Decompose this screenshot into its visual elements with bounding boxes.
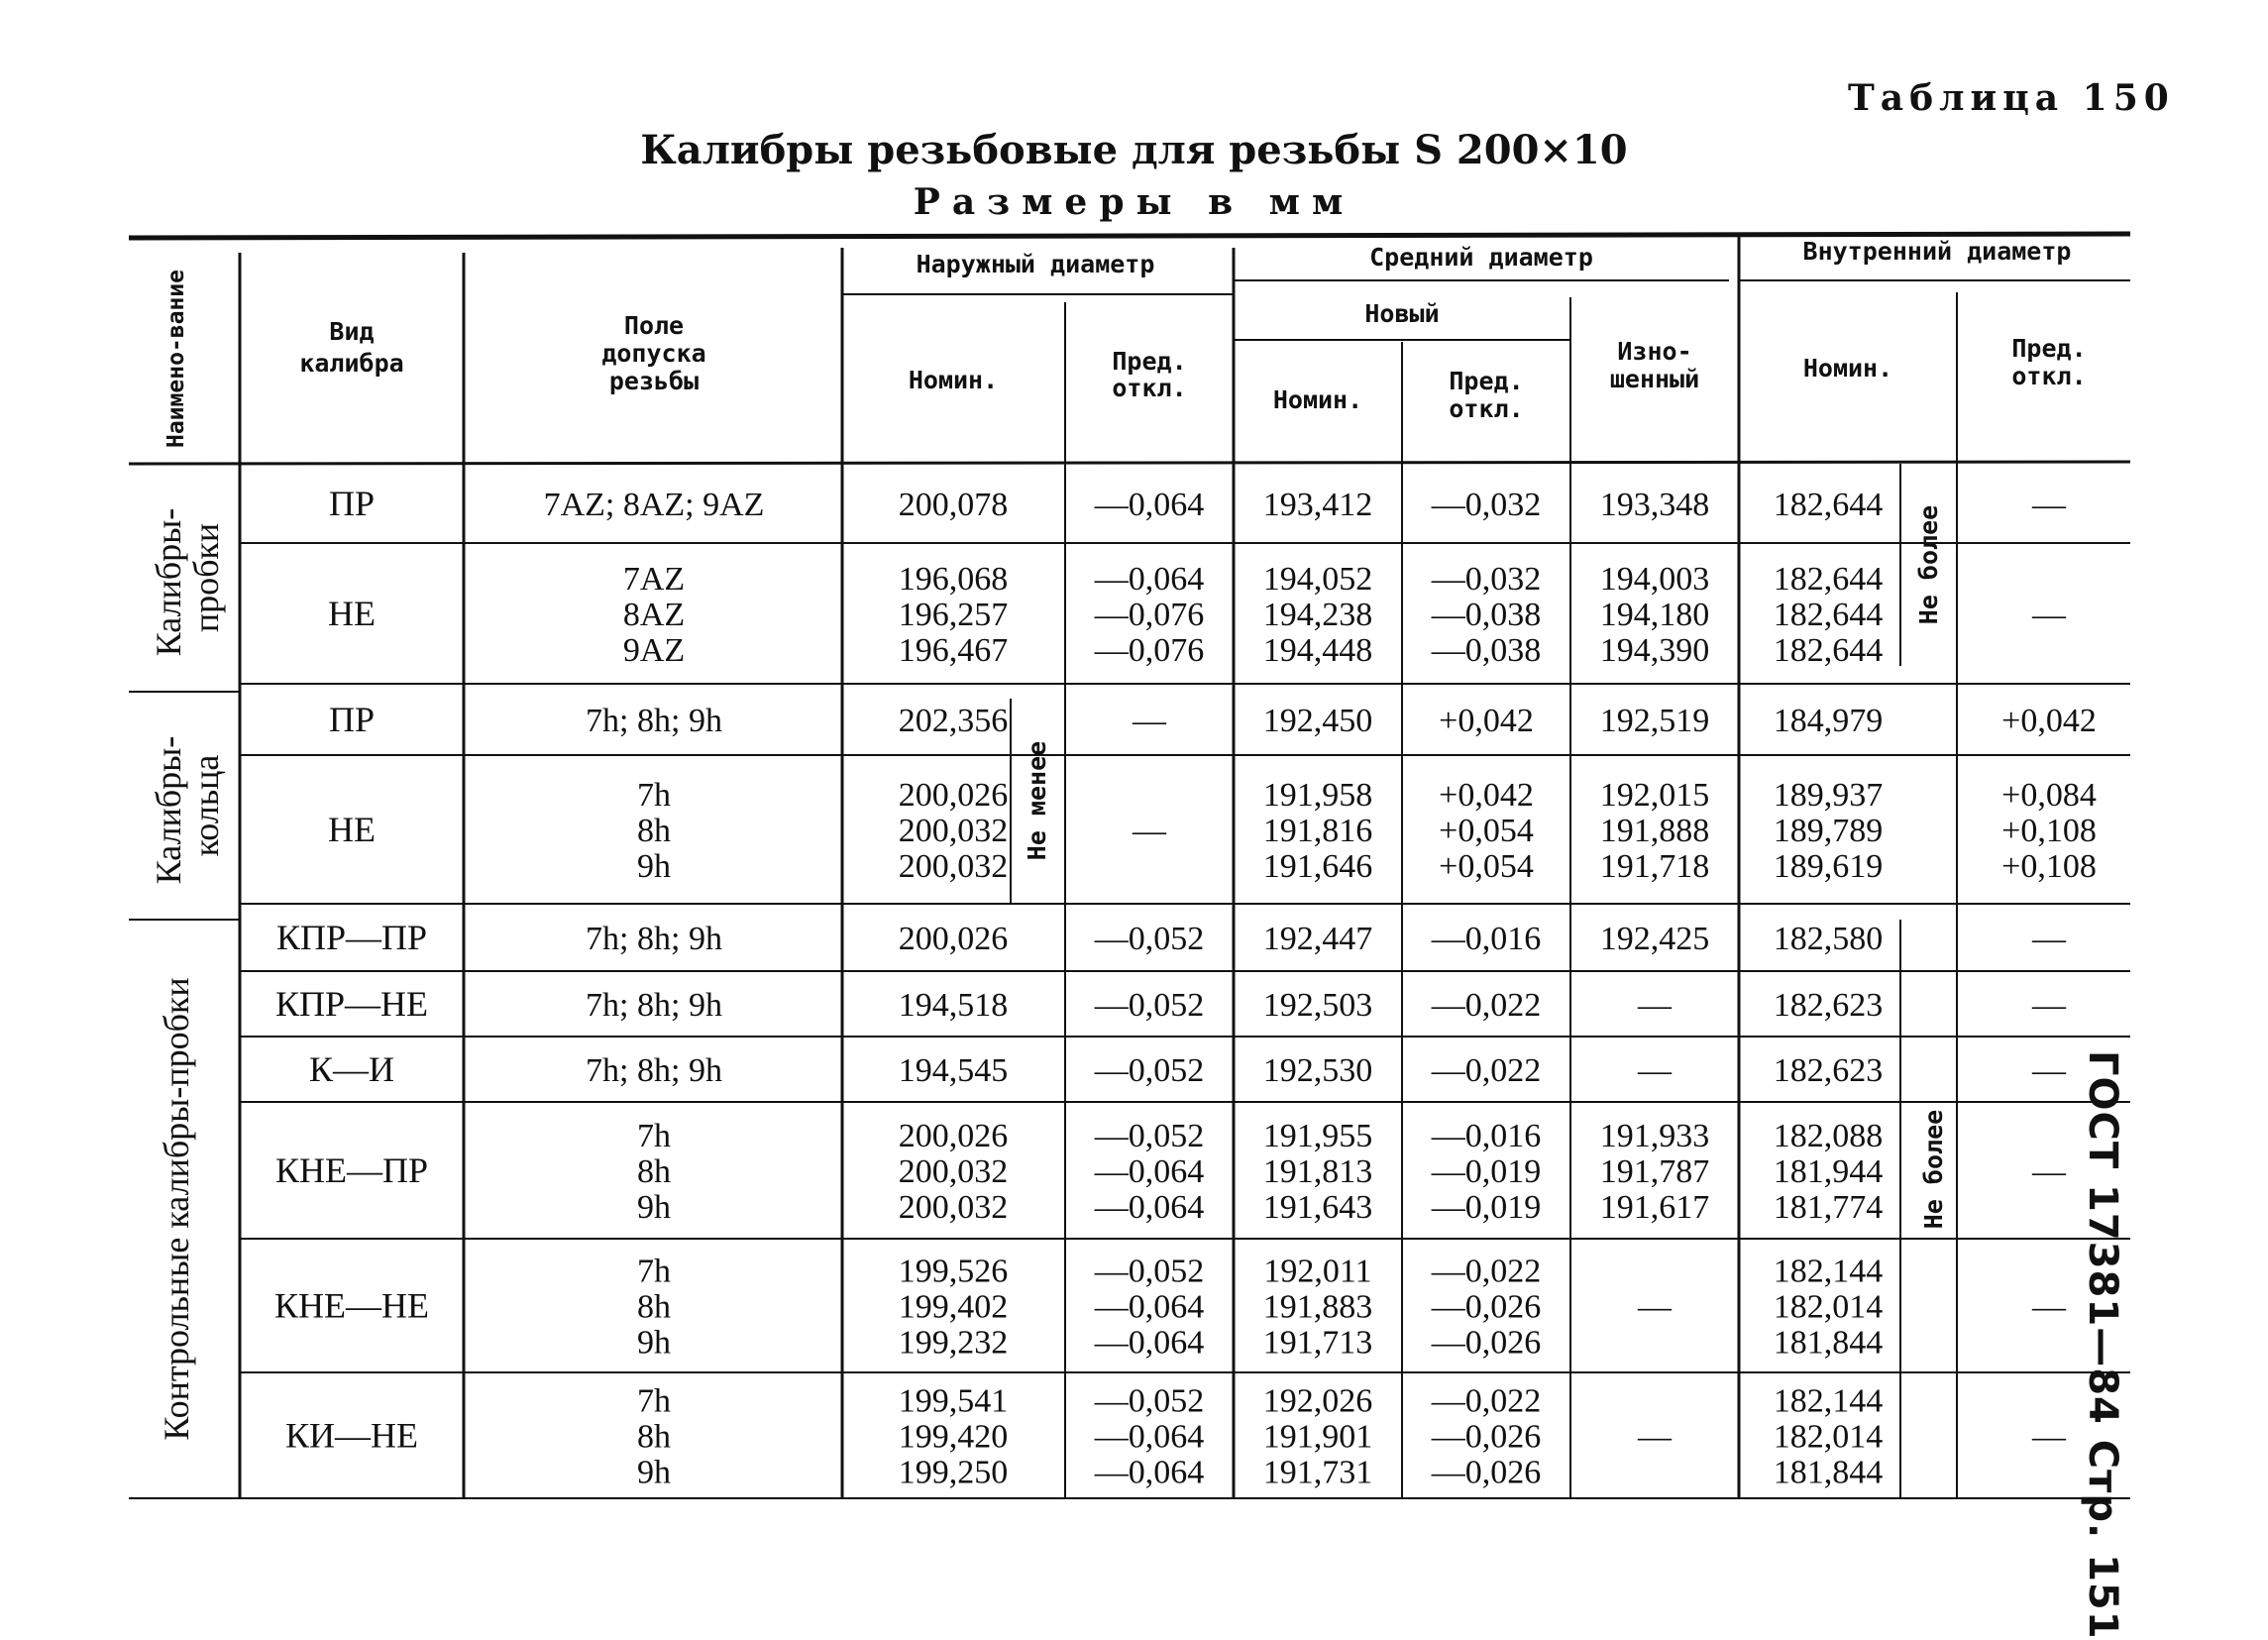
header-worn-2: шенный <box>1609 365 1700 393</box>
cell-r10-outer-dev-3: —0,064 <box>1094 1454 1205 1491</box>
cell-r7-outer-nom: 194,545 <box>898 1052 1009 1089</box>
cell-r8-outer-nom-3: 200,032 <box>898 1189 1009 1226</box>
cell-r3-inner-dev: +0,042 <box>2001 703 2097 739</box>
header-inner-dev-2: откл. <box>2011 362 2087 390</box>
cell-r10-outer-dev-1: —0,052 <box>1094 1382 1205 1420</box>
header-kind-2: калибра <box>299 349 404 378</box>
cell-r10-kind: КИ—НЕ <box>285 1415 418 1456</box>
cell-r9-outer-nom-2: 199,402 <box>898 1288 1009 1326</box>
cell-r2-outer-nom-1: 196,068 <box>898 561 1009 598</box>
header-worn-1: Изно- <box>1617 337 1692 366</box>
header-mid-nom: Номин. <box>1272 385 1363 414</box>
cell-r8-fields-2: 8h <box>637 1153 671 1190</box>
cell-r6-mid-nom: 192,503 <box>1262 987 1373 1024</box>
cell-r8-mid-dev-1: —0,016 <box>1431 1118 1542 1154</box>
cell-r8-outer-nom-1: 200,026 <box>898 1118 1009 1154</box>
header-name: Наимено-вание <box>163 269 189 449</box>
cell-r4-outer-dev: — <box>1133 813 1166 849</box>
cell-r2-inner-nom-2: 182,644 <box>1773 597 1884 633</box>
cell-r10-outer-nom-3: 199,250 <box>898 1454 1009 1491</box>
group-rings-2: кольца <box>186 754 226 857</box>
cell-r9-fields-1: 7h <box>637 1253 671 1290</box>
group-plugs-1: Калибры- <box>149 507 188 657</box>
cell-r10-fields-3: 9h <box>637 1454 671 1491</box>
cell-r7-mid-nom: 192,530 <box>1262 1052 1373 1089</box>
svg-text:Наимено-вание <box>163 270 189 448</box>
header-inner-diameter: Внутренний диаметр <box>1802 237 2072 266</box>
cell-r6-outer-nom: 194,518 <box>898 987 1009 1024</box>
cell-r8-mid-nom-2: 191,813 <box>1262 1153 1373 1190</box>
cell-r1-outer-nom: 200,078 <box>898 487 1009 523</box>
cell-r8-inner-nom-2: 181,944 <box>1773 1153 1884 1190</box>
cell-r9-outer-dev-2: —0,064 <box>1094 1288 1205 1326</box>
cell-r3-mid-dev: +0,042 <box>1439 703 1534 739</box>
cell-r5-mid-nom: 192,447 <box>1262 921 1373 957</box>
units-subtitle: Размеры в мм <box>913 181 1355 223</box>
cell-r5-inner-nom: 182,580 <box>1773 921 1884 957</box>
cell-r4-outer-nom-2: 200,032 <box>898 813 1009 849</box>
header-field-3: резьбы <box>608 367 700 395</box>
cell-r2-outer-nom-3: 196,467 <box>898 632 1009 669</box>
cell-r10-mid-dev-1: —0,022 <box>1431 1382 1542 1420</box>
cell-r6-mid-dev: —0,022 <box>1431 987 1542 1024</box>
cell-r1-outer-dev: —0,064 <box>1094 487 1205 523</box>
table-title: Калибры резьбовые для резьбы S 200×10 <box>640 127 1628 173</box>
cell-r8-outer-dev-1: —0,052 <box>1094 1118 1205 1154</box>
cell-r2-inner-dev: — <box>2032 597 2066 633</box>
cell-r2-mid-dev-3: —0,038 <box>1431 632 1542 669</box>
cell-r9-fields-2: 8h <box>637 1288 671 1326</box>
cell-r10-inner-nom-3: 181,844 <box>1773 1454 1884 1491</box>
cell-r9-mid-dev-1: —0,022 <box>1431 1253 1542 1290</box>
header-middle-diameter: Средний диаметр <box>1369 243 1593 272</box>
cell-r8-fields-1: 7h <box>637 1118 671 1154</box>
cell-r7-inner-dev: — <box>2032 1052 2066 1089</box>
cell-r4-fields-3: 9h <box>637 848 671 885</box>
cell-r10-mid-dev-3: —0,026 <box>1431 1454 1542 1491</box>
note-not-more-top: Не более <box>1914 504 1943 625</box>
cell-r4-inner-nom-2: 189,789 <box>1773 813 1884 849</box>
cell-r8-inner-nom-1: 182,088 <box>1773 1118 1884 1154</box>
cell-r2-inner-nom-3: 182,644 <box>1773 632 1884 669</box>
header-kind-1: Вид <box>329 317 375 346</box>
cell-r2-mid-nom-2: 194,238 <box>1262 597 1373 633</box>
cell-r3-fields: 7h; 8h; 9h <box>586 703 722 739</box>
cell-r7-inner-nom: 182,623 <box>1773 1052 1884 1089</box>
cell-r6-outer-dev: —0,052 <box>1094 987 1205 1024</box>
cell-r2-fields-3: 9AZ <box>622 632 686 669</box>
cell-r10-inner-nom-2: 182,014 <box>1773 1418 1884 1456</box>
cell-r6-worn: — <box>1638 987 1672 1024</box>
cell-r4-inner-nom-1: 189,937 <box>1773 777 1884 814</box>
group-labels <box>149 499 226 1441</box>
cell-r5-mid-dev: —0,016 <box>1431 921 1542 957</box>
table-label: Таблица 150 <box>1848 77 2175 119</box>
cell-r9-fields-3: 9h <box>637 1324 671 1362</box>
cell-r4-mid-nom-1: 191,958 <box>1262 777 1373 814</box>
cell-r2-mid-nom-1: 194,052 <box>1262 561 1373 598</box>
cell-r2-mid-dev-1: —0,032 <box>1431 561 1542 598</box>
header-inner-dev-1: Пред. <box>2011 334 2087 363</box>
header-inner-nom: Номин. <box>1802 354 1893 383</box>
cell-r4-mid-nom-3: 191,646 <box>1262 848 1373 885</box>
svg-text:Калибры- кольца <box>149 727 226 885</box>
cell-r2-outer-dev-1: —0,064 <box>1094 561 1205 598</box>
cell-r8-fields-3: 9h <box>637 1189 671 1226</box>
cell-r2-mid-dev-2: —0,038 <box>1431 597 1542 633</box>
cell-r9-outer-dev-1: —0,052 <box>1094 1253 1205 1290</box>
cell-r2-fields-1: 7AZ <box>622 561 686 598</box>
group-plugs-2: пробки <box>186 522 226 633</box>
cell-r5-outer-nom: 200,026 <box>898 921 1009 957</box>
cell-r4-mid-dev-3: +0,054 <box>1439 848 1534 885</box>
cell-r3-kind: ПР <box>328 700 376 739</box>
cell-r6-fields: 7h; 8h; 9h <box>586 987 722 1024</box>
cell-r9-outer-nom-3: 199,232 <box>898 1324 1009 1362</box>
header-outer-dev-2: откл. <box>1112 374 1187 402</box>
cell-r2-fields-2: 8AZ <box>622 597 686 633</box>
cell-r10-fields-2: 8h <box>637 1418 671 1456</box>
cell-r3-outer-nom: 202,356 <box>898 703 1009 739</box>
cell-r4-fields-2: 8h <box>637 813 671 849</box>
cell-r1-inner-nom: 182,644 <box>1773 487 1884 523</box>
cell-r2-outer-dev-3: —0,076 <box>1094 632 1205 669</box>
header-mid-dev-2: откл. <box>1449 394 1524 423</box>
cell-r8-inner-nom-3: 181,774 <box>1773 1189 1884 1226</box>
cell-r4-worn-2: 191,888 <box>1599 813 1710 849</box>
header-mid-dev-1: Пред. <box>1449 367 1524 395</box>
cell-r4-worn-3: 191,718 <box>1599 848 1710 885</box>
cell-r2-outer-dev-2: —0,076 <box>1094 597 1205 633</box>
cell-r7-outer-dev: —0,052 <box>1094 1052 1205 1089</box>
cell-r6-inner-dev: — <box>2032 987 2066 1024</box>
cell-r8-kind: КНЕ—ПР <box>274 1150 429 1190</box>
cell-r9-mid-nom-2: 191,883 <box>1262 1288 1373 1326</box>
svg-text:Калибры- пробки <box>149 499 226 657</box>
cell-r4-outer-nom-3: 200,032 <box>898 848 1009 885</box>
cell-r8-mid-nom-1: 191,955 <box>1262 1118 1373 1154</box>
table-body <box>274 484 2097 1491</box>
cell-r7-worn: — <box>1638 1052 1672 1089</box>
note-not-less: Не менее <box>1023 740 1051 861</box>
cell-r10-fields-1: 7h <box>637 1382 671 1420</box>
cell-r6-inner-nom: 182,623 <box>1773 987 1884 1024</box>
cell-r2-worn-3: 194,390 <box>1599 632 1710 669</box>
cell-r9-mid-dev-2: —0,026 <box>1431 1288 1542 1326</box>
cell-r1-kind: ПР <box>328 484 376 523</box>
cell-r4-mid-dev-2: +0,054 <box>1439 813 1534 849</box>
cell-r9-inner-nom-2: 182,014 <box>1773 1288 1884 1326</box>
cell-r10-outer-nom-2: 199,420 <box>898 1418 1009 1456</box>
cell-r4-fields-1: 7h <box>637 777 671 814</box>
cell-r1-worn: 193,348 <box>1599 487 1710 523</box>
page-side-caption: ГОСТ 17381—84 Стр. 151 <box>2080 1050 2125 1640</box>
cell-r1-mid-dev: —0,032 <box>1431 487 1542 523</box>
cell-r7-kind: К—И <box>308 1049 395 1089</box>
header-outer-nom: Номин. <box>908 366 999 394</box>
cell-r4-inner-dev-2: +0,108 <box>2001 813 2097 849</box>
cell-r8-mid-nom-3: 191,643 <box>1262 1189 1373 1226</box>
cell-r2-worn-1: 194,003 <box>1599 561 1710 598</box>
cell-r4-mid-dev-1: +0,042 <box>1439 777 1534 814</box>
cell-r1-inner-dev: — <box>2032 487 2066 523</box>
cell-r2-outer-nom-2: 196,257 <box>898 597 1009 633</box>
cell-r9-kind: КНЕ—НЕ <box>274 1285 429 1326</box>
note-not-more-bottom: Не более <box>1919 1109 1948 1230</box>
cell-r9-worn: — <box>1638 1288 1672 1326</box>
cell-r5-worn: 192,425 <box>1599 921 1710 957</box>
cell-r5-inner-dev: — <box>2032 921 2066 957</box>
cell-r10-mid-dev-2: —0,026 <box>1431 1418 1542 1456</box>
cell-r8-outer-dev-2: —0,064 <box>1094 1153 1205 1190</box>
cell-r6-kind: КПР—НЕ <box>274 984 429 1024</box>
cell-r9-mid-nom-1: 192,011 <box>1263 1253 1372 1290</box>
cell-r5-kind: КПР—ПР <box>275 918 428 957</box>
cell-r3-outer-dev: — <box>1133 703 1166 739</box>
cell-r2-kind: НЕ <box>328 594 376 633</box>
cell-r10-mid-nom-2: 191,901 <box>1262 1418 1373 1456</box>
cell-r2-worn-2: 194,180 <box>1599 597 1710 633</box>
cell-r3-worn: 192,519 <box>1599 703 1710 739</box>
header-field-2: допуска <box>601 339 706 368</box>
cell-r10-mid-nom-3: 191,731 <box>1262 1454 1373 1491</box>
cell-r8-outer-nom-2: 200,032 <box>898 1153 1009 1190</box>
header-field-1: Поле <box>623 311 685 340</box>
cell-r3-mid-nom: 192,450 <box>1262 703 1373 739</box>
cell-r10-outer-nom-1: 199,541 <box>898 1382 1009 1420</box>
cell-r1-fields: 7AZ; 8AZ; 9AZ <box>543 487 765 523</box>
cell-r8-worn-3: 191,617 <box>1599 1189 1710 1226</box>
group-rings-1: Калибры- <box>149 735 188 885</box>
header-outer-dev-1: Пред. <box>1112 347 1187 376</box>
cell-r4-inner-dev-3: +0,108 <box>2001 848 2097 885</box>
cell-r8-outer-dev-3: —0,064 <box>1094 1189 1205 1226</box>
cell-r5-outer-dev: —0,052 <box>1094 921 1205 957</box>
cell-r10-inner-dev: — <box>2032 1418 2066 1456</box>
cell-r4-kind: НЕ <box>328 810 376 849</box>
cell-r4-worn-1: 192,015 <box>1599 777 1710 814</box>
cell-r7-fields: 7h; 8h; 9h <box>586 1052 722 1089</box>
cell-r3-inner-nom: 184,979 <box>1773 703 1884 739</box>
cell-r9-inner-dev: — <box>2032 1288 2066 1326</box>
cell-r9-mid-dev-3: —0,026 <box>1431 1324 1542 1362</box>
cell-r10-mid-nom-1: 192,026 <box>1262 1382 1373 1420</box>
cell-r5-fields: 7h; 8h; 9h <box>586 921 722 957</box>
cell-r9-inner-nom-3: 181,844 <box>1773 1324 1884 1362</box>
cell-r2-mid-nom-3: 194,448 <box>1262 632 1373 669</box>
cell-r9-mid-nom-3: 191,713 <box>1262 1324 1373 1362</box>
cell-r9-outer-nom-1: 199,526 <box>898 1253 1009 1290</box>
cell-r4-inner-dev-1: +0,084 <box>2001 777 2097 814</box>
cell-r8-mid-dev-2: —0,019 <box>1431 1153 1542 1190</box>
cell-r2-inner-nom-1: 182,644 <box>1773 561 1884 598</box>
cell-r10-inner-nom-1: 182,144 <box>1773 1382 1884 1420</box>
group-control: Контрольные калибры-пробки <box>157 977 196 1441</box>
table-header <box>163 237 2087 448</box>
cell-r4-inner-nom-3: 189,619 <box>1773 848 1884 885</box>
cell-r9-outer-dev-3: —0,064 <box>1094 1324 1205 1362</box>
cell-r4-outer-nom-1: 200,026 <box>898 777 1009 814</box>
cell-r10-outer-dev-2: —0,064 <box>1094 1418 1205 1456</box>
cell-r1-mid-nom: 193,412 <box>1262 487 1373 523</box>
cell-r8-worn-1: 191,933 <box>1599 1118 1710 1154</box>
cell-r7-mid-dev: —0,022 <box>1431 1052 1542 1089</box>
cell-r8-worn-2: 191,787 <box>1599 1153 1710 1190</box>
header-new: Новый <box>1364 299 1440 328</box>
cell-r9-inner-nom-1: 182,144 <box>1773 1253 1884 1290</box>
cell-r4-mid-nom-2: 191,816 <box>1262 813 1373 849</box>
header-outer-diameter: Наружный диаметр <box>916 250 1155 278</box>
cell-r8-mid-dev-3: —0,019 <box>1431 1189 1542 1226</box>
cell-r10-worn: — <box>1638 1418 1672 1456</box>
cell-r8-inner-dev: — <box>2032 1153 2066 1190</box>
